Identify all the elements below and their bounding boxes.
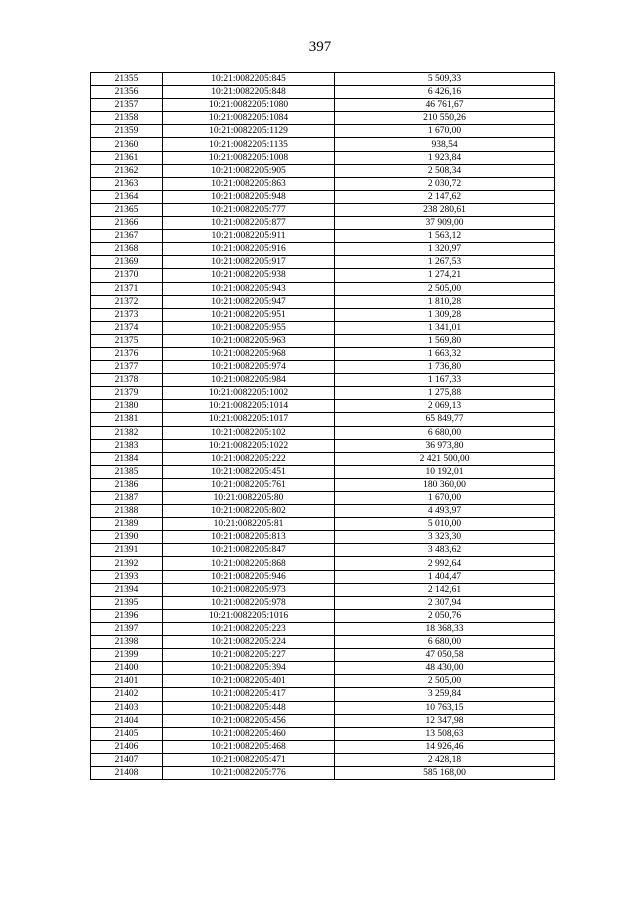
value-cell: 1 309,28 [335, 308, 555, 321]
row-number-cell: 21397 [91, 622, 163, 635]
row-number-cell: 21367 [91, 230, 163, 243]
value-cell: 14 926,46 [335, 740, 555, 753]
row-number-cell: 21404 [91, 714, 163, 727]
table-row [91, 478, 555, 491]
row-number-cell: 21370 [91, 269, 163, 282]
cadastral-number-cell: 10:21:0082205:1002 [163, 387, 335, 400]
cadastral-number-cell: 10:21:0082205:974 [163, 361, 335, 374]
row-number-cell: 21380 [91, 400, 163, 413]
cadastral-number-cell: 10:21:0082205:224 [163, 636, 335, 649]
row-number-cell: 21359 [91, 125, 163, 138]
cadastral-number-cell: 10:21:0082205:946 [163, 570, 335, 583]
row-number-cell: 21401 [91, 675, 163, 688]
table-row [91, 649, 555, 662]
registry-table-body [91, 73, 555, 780]
row-number-cell: 21379 [91, 387, 163, 400]
row-number-cell: 21396 [91, 609, 163, 622]
row-number-cell: 21361 [91, 151, 163, 164]
row-number-cell: 21383 [91, 439, 163, 452]
cadastral-number-cell: 10:21:0082205:813 [163, 531, 335, 544]
row-number-cell: 21385 [91, 465, 163, 478]
table-row [91, 125, 555, 138]
cadastral-number-cell: 10:21:0082205:777 [163, 203, 335, 216]
cadastral-number-cell: 10:21:0082205:223 [163, 622, 335, 635]
value-cell: 1 670,00 [335, 125, 555, 138]
row-number-cell: 21394 [91, 583, 163, 596]
table-row [91, 413, 555, 426]
table-row [91, 688, 555, 701]
cadastral-number-cell: 10:21:0082205:868 [163, 557, 335, 570]
value-cell: 36 973,80 [335, 439, 555, 452]
cadastral-number-cell: 10:21:0082205:1129 [163, 125, 335, 138]
table-row [91, 740, 555, 753]
value-cell: 2 508,34 [335, 164, 555, 177]
cadastral-number-cell: 10:21:0082205:80 [163, 492, 335, 505]
cadastral-number-cell: 10:21:0082205:1014 [163, 400, 335, 413]
value-cell: 2 505,00 [335, 282, 555, 295]
row-number-cell: 21403 [91, 701, 163, 714]
registry-table [90, 72, 555, 780]
table-row [91, 243, 555, 256]
table-row [91, 256, 555, 269]
cadastral-number-cell: 10:21:0082205:401 [163, 675, 335, 688]
table-row [91, 190, 555, 203]
value-cell: 1 810,28 [335, 295, 555, 308]
row-number-cell: 21378 [91, 374, 163, 387]
table-row [91, 701, 555, 714]
value-cell: 1 275,88 [335, 387, 555, 400]
row-number-cell: 21406 [91, 740, 163, 753]
table-row [91, 374, 555, 387]
table-row [91, 609, 555, 622]
table-row [91, 518, 555, 531]
value-cell: 2 428,18 [335, 753, 555, 766]
value-cell: 18 368,33 [335, 622, 555, 635]
cadastral-number-cell: 10:21:0082205:943 [163, 282, 335, 295]
table-row [91, 138, 555, 151]
row-number-cell: 21368 [91, 243, 163, 256]
table-row [91, 570, 555, 583]
table-row [91, 400, 555, 413]
row-number-cell: 21371 [91, 282, 163, 295]
row-number-cell: 21382 [91, 426, 163, 439]
value-cell: 1 736,80 [335, 361, 555, 374]
cadastral-number-cell: 10:21:0082205:468 [163, 740, 335, 753]
cadastral-number-cell: 10:21:0082205:102 [163, 426, 335, 439]
cadastral-number-cell: 10:21:0082205:947 [163, 295, 335, 308]
row-number-cell: 21355 [91, 73, 163, 86]
value-cell: 3 259,84 [335, 688, 555, 701]
cadastral-number-cell: 10:21:0082205:417 [163, 688, 335, 701]
table-row [91, 86, 555, 99]
value-cell: 10 763,15 [335, 701, 555, 714]
table-row [91, 282, 555, 295]
table-row [91, 426, 555, 439]
table-row [91, 112, 555, 125]
table-row [91, 596, 555, 609]
table-row [91, 269, 555, 282]
cadastral-number-cell: 10:21:0082205:1017 [163, 413, 335, 426]
value-cell: 48 430,00 [335, 662, 555, 675]
value-cell: 1 670,00 [335, 492, 555, 505]
row-number-cell: 21376 [91, 347, 163, 360]
value-cell: 12 347,98 [335, 714, 555, 727]
cadastral-number-cell: 10:21:0082205:394 [163, 662, 335, 675]
value-cell: 1 167,33 [335, 374, 555, 387]
cadastral-number-cell: 10:21:0082205:802 [163, 505, 335, 518]
cadastral-number-cell: 10:21:0082205:227 [163, 649, 335, 662]
cadastral-number-cell: 10:21:0082205:917 [163, 256, 335, 269]
value-cell: 938,54 [335, 138, 555, 151]
value-cell: 1 663,32 [335, 347, 555, 360]
table-row [91, 583, 555, 596]
row-number-cell: 21363 [91, 177, 163, 190]
value-cell: 46 761,67 [335, 99, 555, 112]
table-row [91, 622, 555, 635]
table-row [91, 675, 555, 688]
cadastral-number-cell: 10:21:0082205:948 [163, 190, 335, 203]
value-cell: 585 168,00 [335, 766, 555, 779]
value-cell: 238 280,61 [335, 203, 555, 216]
table-row [91, 753, 555, 766]
value-cell: 3 323,30 [335, 531, 555, 544]
table-row [91, 465, 555, 478]
table-row [91, 151, 555, 164]
row-number-cell: 21388 [91, 505, 163, 518]
row-number-cell: 21387 [91, 492, 163, 505]
value-cell: 6 426,16 [335, 86, 555, 99]
row-number-cell: 21364 [91, 190, 163, 203]
row-number-cell: 21356 [91, 86, 163, 99]
row-number-cell: 21400 [91, 662, 163, 675]
row-number-cell: 21365 [91, 203, 163, 216]
table-row [91, 73, 555, 86]
value-cell: 6 680,00 [335, 426, 555, 439]
value-cell: 2 050,76 [335, 609, 555, 622]
row-number-cell: 21395 [91, 596, 163, 609]
value-cell: 1 404,47 [335, 570, 555, 583]
table-row [91, 203, 555, 216]
row-number-cell: 21393 [91, 570, 163, 583]
value-cell: 2 421 500,00 [335, 452, 555, 465]
cadastral-number-cell: 10:21:0082205:845 [163, 73, 335, 86]
cadastral-number-cell: 10:21:0082205:761 [163, 478, 335, 491]
value-cell: 1 923,84 [335, 151, 555, 164]
table-row [91, 321, 555, 334]
cadastral-number-cell: 10:21:0082205:451 [163, 465, 335, 478]
cadastral-number-cell: 10:21:0082205:456 [163, 714, 335, 727]
table-row [91, 766, 555, 779]
value-cell: 2 147,62 [335, 190, 555, 203]
cadastral-number-cell: 10:21:0082205:1080 [163, 99, 335, 112]
cadastral-number-cell: 10:21:0082205:951 [163, 308, 335, 321]
table-row [91, 662, 555, 675]
row-number-cell: 21373 [91, 308, 163, 321]
table-row [91, 387, 555, 400]
cadastral-number-cell: 10:21:0082205:968 [163, 347, 335, 360]
row-number-cell: 21369 [91, 256, 163, 269]
cadastral-number-cell: 10:21:0082205:978 [163, 596, 335, 609]
cadastral-number-cell: 10:21:0082205:448 [163, 701, 335, 714]
table-row [91, 636, 555, 649]
cadastral-number-cell: 10:21:0082205:911 [163, 230, 335, 243]
row-number-cell: 21407 [91, 753, 163, 766]
row-number-cell: 21392 [91, 557, 163, 570]
value-cell: 2 069,13 [335, 400, 555, 413]
cadastral-number-cell: 10:21:0082205:460 [163, 727, 335, 740]
row-number-cell: 21374 [91, 321, 163, 334]
table-row [91, 361, 555, 374]
row-number-cell: 21389 [91, 518, 163, 531]
table-row [91, 217, 555, 230]
table-row [91, 230, 555, 243]
row-number-cell: 21390 [91, 531, 163, 544]
table-row [91, 334, 555, 347]
row-number-cell: 21358 [91, 112, 163, 125]
value-cell: 180 360,00 [335, 478, 555, 491]
value-cell: 5 509,33 [335, 73, 555, 86]
table-row [91, 164, 555, 177]
row-number-cell: 21366 [91, 217, 163, 230]
cadastral-number-cell: 10:21:0082205:1016 [163, 609, 335, 622]
cadastral-number-cell: 10:21:0082205:1135 [163, 138, 335, 151]
value-cell: 210 550,26 [335, 112, 555, 125]
cadastral-number-cell: 10:21:0082205:984 [163, 374, 335, 387]
value-cell: 65 849,77 [335, 413, 555, 426]
row-number-cell: 21362 [91, 164, 163, 177]
row-number-cell: 21391 [91, 544, 163, 557]
cadastral-number-cell: 10:21:0082205:1008 [163, 151, 335, 164]
table-row [91, 714, 555, 727]
table-row [91, 544, 555, 557]
cadastral-number-cell: 10:21:0082205:905 [163, 164, 335, 177]
cadastral-number-cell: 10:21:0082205:938 [163, 269, 335, 282]
table-row [91, 492, 555, 505]
table-row [91, 531, 555, 544]
value-cell: 10 192,01 [335, 465, 555, 478]
value-cell: 13 508,63 [335, 727, 555, 740]
row-number-cell: 21398 [91, 636, 163, 649]
table-row [91, 295, 555, 308]
cadastral-number-cell: 10:21:0082205:222 [163, 452, 335, 465]
row-number-cell: 21402 [91, 688, 163, 701]
table-row [91, 505, 555, 518]
cadastral-number-cell: 10:21:0082205:863 [163, 177, 335, 190]
table-row [91, 439, 555, 452]
cadastral-number-cell: 10:21:0082205:963 [163, 334, 335, 347]
cadastral-number-cell: 10:21:0082205:81 [163, 518, 335, 531]
value-cell: 1 569,80 [335, 334, 555, 347]
row-number-cell: 21405 [91, 727, 163, 740]
table-row [91, 177, 555, 190]
cadastral-number-cell: 10:21:0082205:973 [163, 583, 335, 596]
row-number-cell: 21372 [91, 295, 163, 308]
value-cell: 1 341,01 [335, 321, 555, 334]
value-cell: 2 030,72 [335, 177, 555, 190]
value-cell: 3 483,62 [335, 544, 555, 557]
value-cell: 1 274,21 [335, 269, 555, 282]
page-number: 397 [308, 39, 332, 55]
row-number-cell: 21384 [91, 452, 163, 465]
cadastral-number-cell: 10:21:0082205:847 [163, 544, 335, 557]
value-cell: 1 320,97 [335, 243, 555, 256]
value-cell: 5 010,00 [335, 518, 555, 531]
value-cell: 2 505,00 [335, 675, 555, 688]
value-cell: 1 267,53 [335, 256, 555, 269]
table-row [91, 347, 555, 360]
value-cell: 1 563,12 [335, 230, 555, 243]
row-number-cell: 21375 [91, 334, 163, 347]
cadastral-number-cell: 10:21:0082205:1084 [163, 112, 335, 125]
value-cell: 37 909,00 [335, 217, 555, 230]
table-row [91, 452, 555, 465]
cadastral-number-cell: 10:21:0082205:877 [163, 217, 335, 230]
table-row [91, 727, 555, 740]
cadastral-number-cell: 10:21:0082205:776 [163, 766, 335, 779]
value-cell: 2 307,94 [335, 596, 555, 609]
value-cell: 2 992,64 [335, 557, 555, 570]
value-cell: 6 680,00 [335, 636, 555, 649]
row-number-cell: 21377 [91, 361, 163, 374]
cadastral-number-cell: 10:21:0082205:1022 [163, 439, 335, 452]
value-cell: 2 142,61 [335, 583, 555, 596]
cadastral-number-cell: 10:21:0082205:471 [163, 753, 335, 766]
cadastral-number-cell: 10:21:0082205:848 [163, 86, 335, 99]
table-row [91, 557, 555, 570]
row-number-cell: 21381 [91, 413, 163, 426]
cadastral-number-cell: 10:21:0082205:955 [163, 321, 335, 334]
row-number-cell: 21360 [91, 138, 163, 151]
table-row [91, 308, 555, 321]
value-cell: 4 493,97 [335, 505, 555, 518]
cadastral-number-cell: 10:21:0082205:916 [163, 243, 335, 256]
table-row [91, 99, 555, 112]
row-number-cell: 21386 [91, 478, 163, 491]
value-cell: 47 050,58 [335, 649, 555, 662]
row-number-cell: 21399 [91, 649, 163, 662]
row-number-cell: 21408 [91, 766, 163, 779]
row-number-cell: 21357 [91, 99, 163, 112]
